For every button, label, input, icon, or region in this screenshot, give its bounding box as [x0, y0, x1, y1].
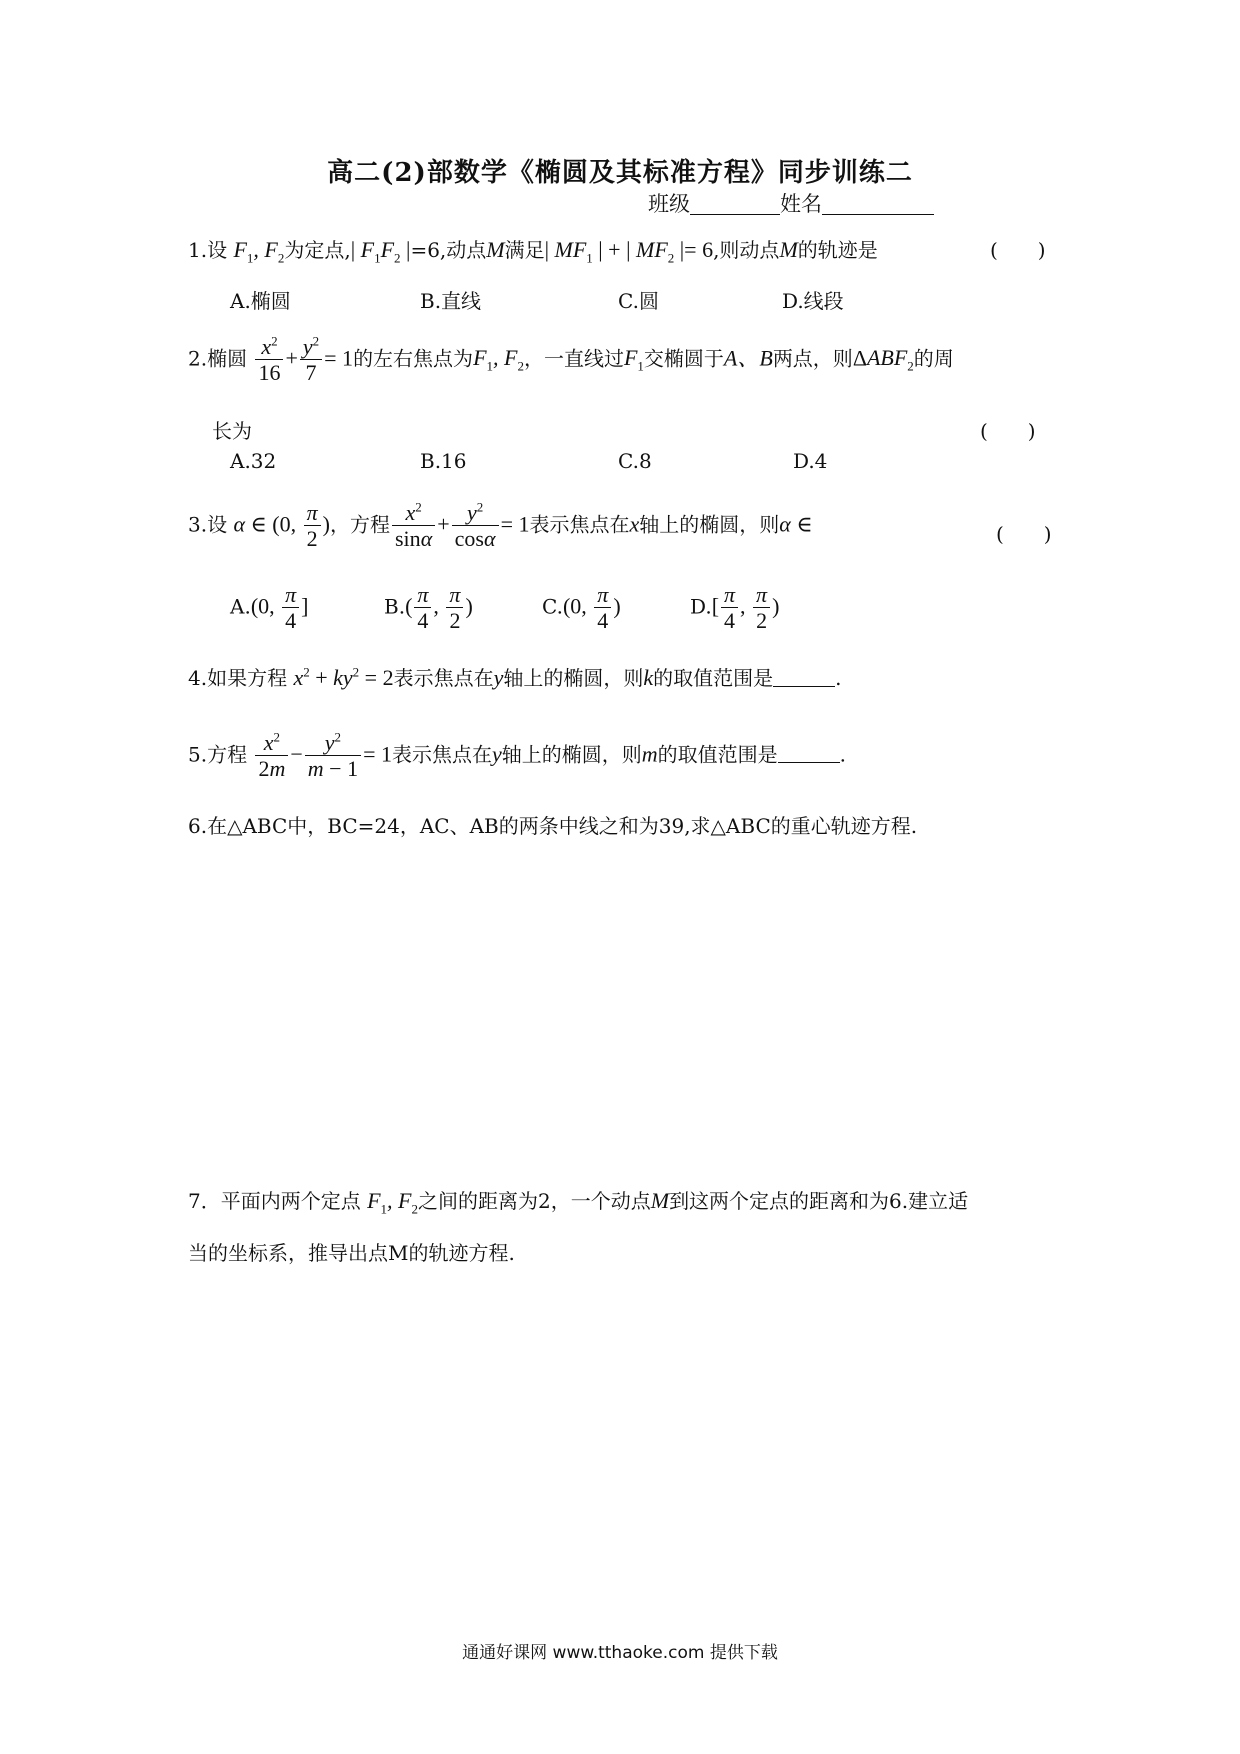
question-2-line-2: 长为: [212, 419, 252, 443]
q1-option-b[interactable]: B.直线: [420, 289, 482, 313]
name-blank[interactable]: [822, 192, 934, 215]
answer-blank-4[interactable]: [773, 668, 835, 687]
fraction-x2-2m: $\frac{x^2}{2m}$: [255, 730, 288, 782]
fraction-y2-m-1: $\frac{y^2}{m - 1}$: [305, 730, 361, 782]
class-blank[interactable]: [690, 192, 780, 215]
question-4: 4.如果方程 $x^2 + ky^2 = 2$表示焦点在y轴上的椭圆，则k的取值范围是 .: [188, 664, 842, 690]
q3-option-c[interactable]: C.(0, $\frac{\pi}{4}$ ): [542, 582, 621, 634]
math-alpha-interval: α ∈ (0,: [233, 511, 302, 537]
question-7-line-2: 当的坐标系，推导出点M的轨迹方程.: [188, 1241, 515, 1265]
answer-paren-2[interactable]: ( ): [980, 419, 1036, 443]
student-info-line: [648, 188, 934, 218]
fraction-y2-cos: $\frac{y^2}{\cos\alpha}$: [452, 500, 499, 552]
math-triangle-abf2: $\Delta ABF_2$: [852, 345, 914, 374]
math-f1-f2: $F_1$, $F_2$: [233, 237, 285, 266]
question-6: 6.在△ABC中，BC=24，AC、AB的两条中线之和为39,求△ABC的重心轨迹方程.: [188, 814, 918, 838]
answer-area-7[interactable]: [188, 1280, 1058, 1600]
question-3: 3.设 α ∈ (0, $\frac{\pi}{2}$ )，方程 $\frac{x^2}{\sin\alpha}$ + $\frac{y^2}{\cos\alpha}$ = 1表示焦点在x轴上的椭圆，则α ∈: [188, 499, 813, 552]
q2-option-d[interactable]: D.4: [793, 449, 828, 473]
question-7: 7．平面内两个定点 $F_1$, $F_2$之间的距离为2，一个动点M到这两个定点的距离和为6.建立适: [188, 1188, 969, 1217]
math-sum-expression: | $MF_1$ | + | $MF_2$ |= 6: [544, 237, 714, 266]
name-label: 姓名: [780, 192, 822, 216]
footer-source: 通通好课网 www.tthaoke.com 提供下载: [462, 1643, 778, 1663]
question-1: 1.设 $F_1$, $F_2$为定点,| $F_1F_2$ |=6,动点M满足| $MF_1$ | + | $MF_2$ |= 6,则动点M的轨迹是: [188, 237, 878, 266]
q1-option-d[interactable]: D.线段: [782, 289, 844, 313]
fraction-x2-16: $\frac{x^2}{16}$: [255, 334, 283, 386]
q2-option-c[interactable]: C.8: [618, 449, 652, 473]
question-5: 5.方程 $\frac{x^2}{2m}$ − $\frac{y^2}{m - 1}$ = 1表示焦点在y轴上的椭圆，则m的取值范围是 .: [188, 729, 847, 782]
q3-option-d[interactable]: D.[ $\frac{\pi}{4}$ , $\frac{\pi}{2}$ ): [690, 582, 780, 634]
q1-option-a[interactable]: A.椭圆: [230, 289, 291, 313]
math-equation-q4: $x^2 + ky^2 = 2$: [293, 664, 394, 690]
fraction-y2-7: $\frac{y^2}{7}$: [300, 334, 322, 386]
fraction-x2-sin: $\frac{x^2}{\sin\alpha}$: [392, 500, 435, 552]
q2-option-a[interactable]: A.32: [230, 449, 277, 473]
answer-paren-3[interactable]: ( ): [996, 522, 1052, 546]
q3-option-a[interactable]: A.(0, $\frac{\pi}{4}$ ]: [230, 582, 309, 634]
q3-option-b[interactable]: B.( $\frac{\pi}{4}$ , $\frac{\pi}{2}$ ): [384, 582, 473, 634]
answer-blank-5[interactable]: [778, 744, 840, 763]
class-label: 班级: [648, 192, 690, 216]
answer-paren-1[interactable]: ( ): [990, 238, 1046, 262]
math-abs-f1f2: | $F_1F_2$ |: [350, 237, 411, 266]
question-2: 2.椭圆 $\frac{x^2}{16}$ + $\frac{y^2}{7}$ = 1的左右焦点为$F_1$, $F_2$，一直线过$F_1$交椭圆于A、B两点，则$\Delta ABF_2$的周: [188, 333, 954, 386]
q1-option-c[interactable]: C.圆: [618, 289, 659, 313]
q2-option-b[interactable]: B.16: [420, 449, 467, 473]
page-title: 高二(2)部数学《椭圆及其标准方程》同步训练二: [327, 158, 913, 188]
answer-area-6[interactable]: [188, 850, 1058, 1150]
